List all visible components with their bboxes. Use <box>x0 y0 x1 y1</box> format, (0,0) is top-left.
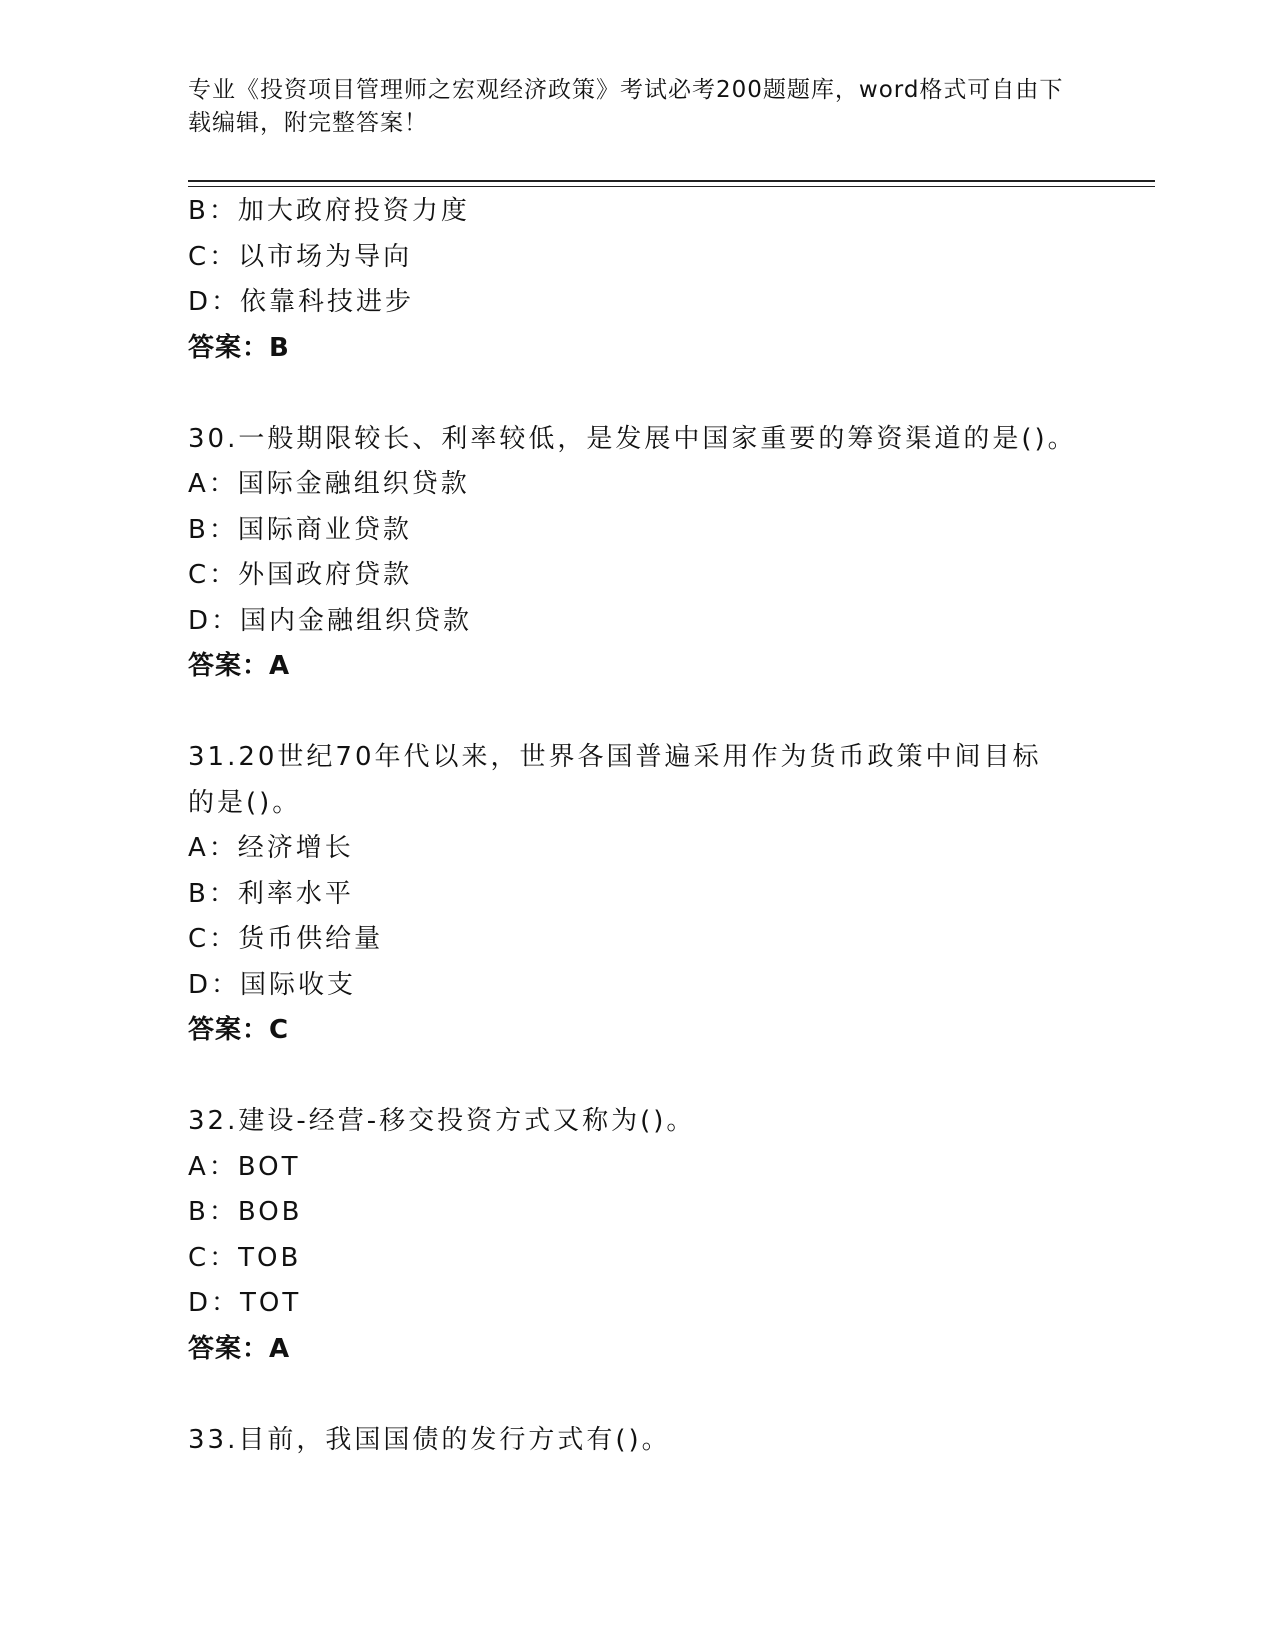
option-a: A：经济增长 <box>188 833 354 863</box>
question-block <box>188 417 1088 690</box>
answer-line: 答案：B <box>188 332 290 363</box>
spacer <box>188 690 1088 736</box>
question-block <box>188 1099 1088 1372</box>
option-b: B：BOB <box>188 1197 303 1227</box>
question-block <box>188 1418 1088 1464</box>
option-b: B：利率水平 <box>188 878 354 909</box>
option-d: D：TOT <box>188 1288 302 1318</box>
option-c: C：货币供给量 <box>188 924 384 954</box>
spacer <box>188 1372 1088 1418</box>
answer-line: 答案：A <box>188 1333 291 1364</box>
spacer <box>188 371 1088 417</box>
option-b: B：国际商业贷款 <box>188 514 412 545</box>
question-text: 31.20世纪70年代以来，世界各国普遍采用作为货币政策中间目标的是()。 <box>188 742 1042 818</box>
option-d: D：国内金融组织贷款 <box>188 605 473 636</box>
answer-line: 答案：A <box>188 651 291 681</box>
option-a: A：国际金融组织贷款 <box>188 469 470 499</box>
option-b: B：加大政府投资力度 <box>188 196 470 226</box>
option-c: C：以市场为导向 <box>188 241 413 272</box>
question-text: 32.建设-经营-移交投资方式又称为()。 <box>188 1106 696 1136</box>
spacer <box>188 1054 1088 1100</box>
option-c: C：外国政府贷款 <box>188 560 413 590</box>
answer-line: 答案：C <box>188 1015 290 1045</box>
question-block <box>188 189 1088 371</box>
question-block <box>188 735 1088 1054</box>
option-c: C：TOB <box>188 1242 302 1273</box>
document-header: 专业《投资项目管理师之宏观经济政策》考试必考200题题库，word格式可自由下载编辑，附完整答案！ <box>188 77 1064 136</box>
header-divider <box>188 180 1155 187</box>
question-text: 33.目前，我国国债的发行方式有()。 <box>188 1424 671 1455</box>
question-list <box>188 189 1088 1463</box>
question-text: 30.一般期限较长、利率较低，是发展中国家重要的筹资渠道的是()。 <box>188 423 1077 454</box>
option-d: D：依靠科技进步 <box>188 287 415 317</box>
option-d: D：国际收支 <box>188 969 357 1000</box>
option-a: A：BOT <box>188 1151 301 1182</box>
